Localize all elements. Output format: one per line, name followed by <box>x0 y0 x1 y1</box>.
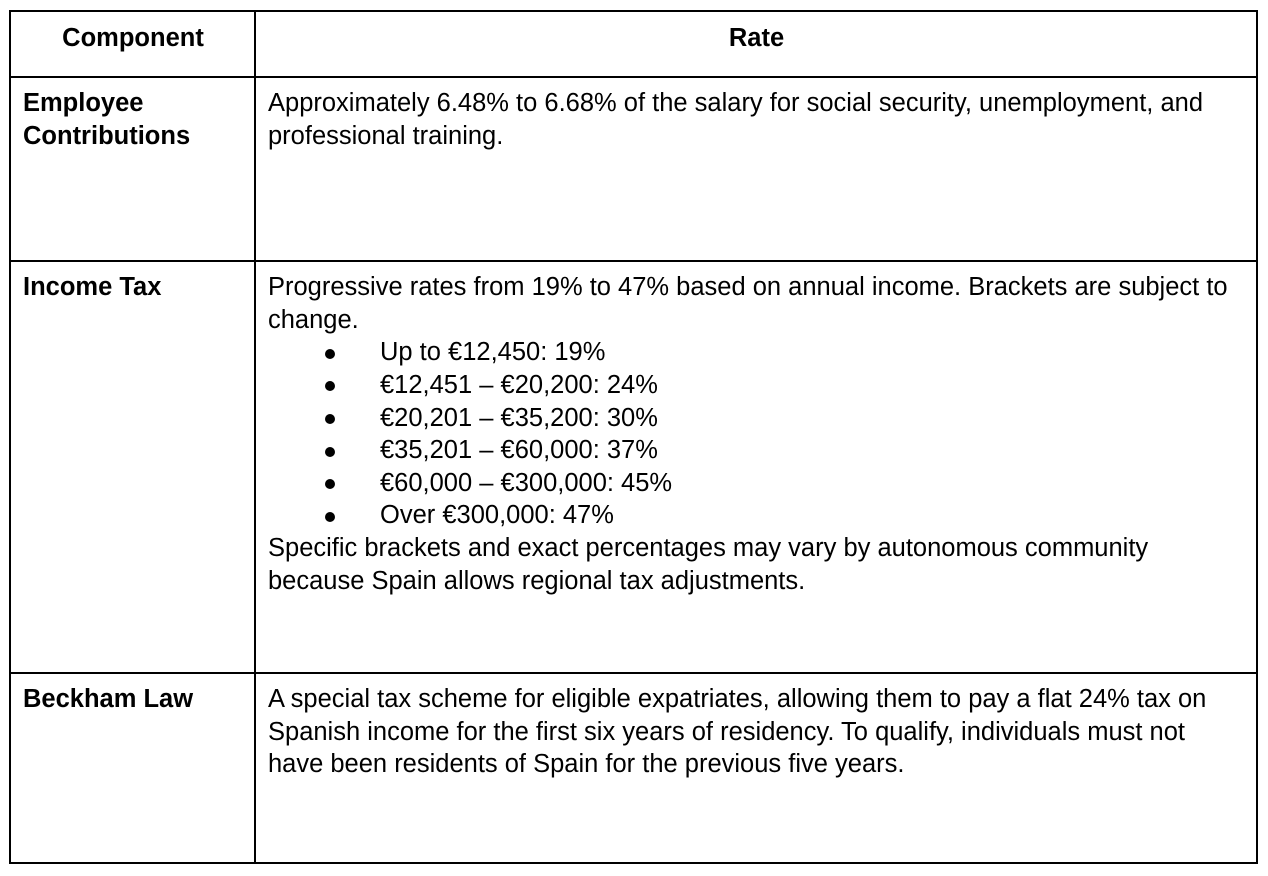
rate-outro-text: Specific brackets and exact percentages may vary by autonomous community because Spain allows regional tax adjustments. <box>268 534 1149 595</box>
rate-intro-text: A special tax scheme for eligible expatriates, allowing them to pay a flat 24% tax on Spanish income for the first six years of residency. To qualify, individuals must not have been residents of Spain for the previous five years. <box>268 685 1207 779</box>
rate-content <box>256 674 1256 789</box>
table-header-row <box>10 11 1257 77</box>
list-item <box>268 402 1245 435</box>
row-rate-employee-contributions <box>255 77 1257 261</box>
list-item-label: €20,201 – €35,200: 30% <box>380 403 658 432</box>
component-label: Employee Contributions <box>23 89 191 150</box>
column-header-component-label: Component <box>62 24 204 52</box>
tax-components-table <box>9 10 1258 864</box>
bullet-icon <box>325 414 335 424</box>
list-item <box>268 467 1245 500</box>
list-item <box>268 336 1245 369</box>
table-row <box>10 77 1257 261</box>
list-item <box>268 369 1245 402</box>
table-header <box>10 11 1257 77</box>
row-rate-income-tax <box>255 261 1257 673</box>
bullet-icon <box>325 479 335 489</box>
bullet-icon <box>325 381 335 391</box>
table-row <box>10 261 1257 673</box>
table-body <box>10 77 1257 863</box>
component-label: Income Tax <box>23 273 162 301</box>
rate-intro-text: Progressive rates from 19% to 47% based on annual income. Brackets are subject to change. <box>268 273 1228 334</box>
row-component-employee-contributions <box>10 77 255 261</box>
list-item-label: €35,201 – €60,000: 37% <box>380 436 658 465</box>
list-item-label: €60,000 – €300,000: 45% <box>380 468 673 497</box>
bullet-icon <box>325 349 335 359</box>
income-tax-bracket-list <box>268 336 1245 532</box>
row-component-income-tax <box>10 261 255 673</box>
row-component-beckham-law <box>10 673 255 863</box>
row-rate-beckham-law <box>255 673 1257 863</box>
list-item-label: €12,451 – €20,200: 24% <box>380 370 658 399</box>
list-item-label: Up to €12,450: 19% <box>380 338 606 367</box>
rate-content <box>256 262 1256 605</box>
component-label: Beckham Law <box>23 685 194 713</box>
bullet-icon <box>325 512 335 522</box>
table-row <box>10 673 1257 863</box>
bullet-icon <box>325 447 335 457</box>
list-item <box>268 499 1245 532</box>
column-header-rate-label: Rate <box>728 24 785 52</box>
list-item <box>268 434 1245 467</box>
column-header-rate <box>255 11 1257 77</box>
list-item-label: Over €300,000: 47% <box>380 501 614 530</box>
rate-content <box>256 78 1256 160</box>
column-header-component <box>10 11 255 77</box>
rate-intro-text: Approximately 6.48% to 6.68% of the salary for social security, unemployment, and professional training. <box>268 89 1203 150</box>
